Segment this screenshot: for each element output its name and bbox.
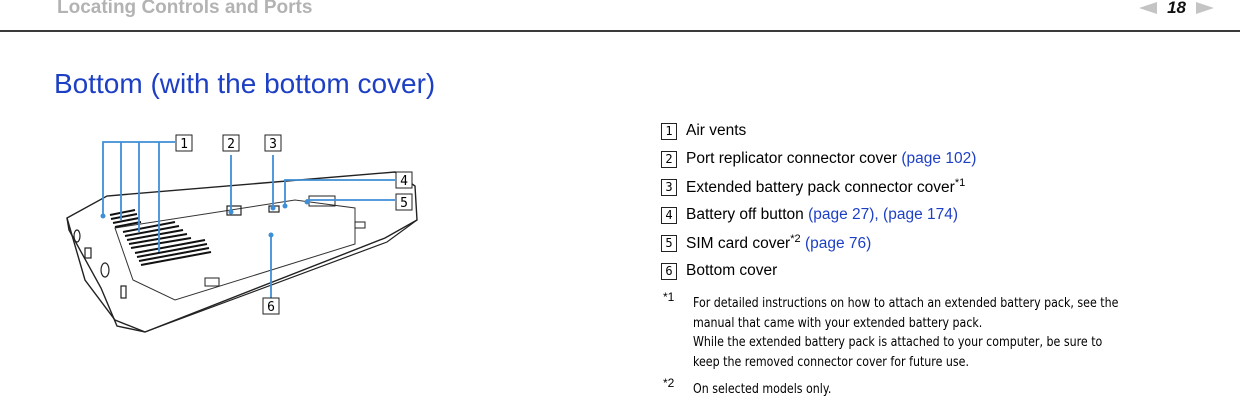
figure-callout-2: 2	[227, 137, 235, 152]
callout-dot	[269, 233, 274, 238]
callout-item-port-replicator	[661, 145, 976, 173]
callout-dot	[271, 206, 276, 211]
section-heading: Bottom (with the bottom cover)	[54, 68, 436, 99]
footnote-mark: *2	[663, 376, 675, 390]
figure-callout-1: 1	[180, 137, 188, 152]
callout-dot	[305, 200, 310, 205]
footnote-text	[693, 294, 1212, 372]
callout-dot	[229, 210, 234, 215]
callout-number: 1	[661, 123, 677, 140]
header-title: Locating Controls and Ports	[57, 0, 313, 18]
footnote-ref: *2	[790, 232, 801, 245]
footnote-line: On selected models only.	[693, 382, 832, 397]
footnote-line: keep the removed connector cover for future use.	[693, 354, 969, 370]
footnote-text	[693, 380, 1212, 400]
callout-dot	[101, 214, 106, 219]
callout-number: 2	[661, 151, 677, 168]
callout-dot	[283, 204, 288, 209]
header-divider	[0, 30, 1240, 32]
callout-label: SIM card cover	[686, 235, 791, 253]
page-number: 18	[1167, 0, 1186, 17]
page-link[interactable]: (page 27), (page 174)	[808, 206, 959, 223]
figure-callout-box-6	[263, 298, 279, 315]
laptop-base-outline	[67, 172, 417, 332]
footnote-line: While the extended battery pack is attached to your computer, be sure to	[693, 335, 1103, 350]
figure-callout-box-3	[265, 135, 281, 152]
callout-number: 5	[661, 235, 677, 252]
callout-number: 6	[661, 263, 677, 280]
callout-number: 3	[661, 179, 677, 196]
figure-callout-box-1	[176, 135, 192, 152]
laptop-bottom-illustration	[55, 120, 435, 335]
callout-number: 4	[661, 207, 677, 224]
callout-item-bottom-cover	[661, 257, 976, 285]
footnote-line: For detailed instructions on how to attach an extended battery pack, see the	[693, 296, 1119, 311]
figure-callout-3: 3	[269, 137, 277, 152]
footnote-mark: *1	[663, 290, 675, 304]
callout-label: Battery off button	[686, 206, 804, 223]
next-page-arrow-icon[interactable]	[1196, 2, 1214, 14]
callout-item-battery-off-button	[661, 201, 976, 229]
figure-callout-box-2	[223, 135, 239, 152]
figure-callout-6: 6	[267, 300, 275, 315]
callout-item-extended-battery-connector	[661, 173, 976, 201]
page-link[interactable]: (page 76)	[804, 235, 872, 253]
page-link[interactable]: (page 102)	[901, 150, 977, 167]
callout-label: Extended battery pack connector cover	[686, 179, 955, 197]
callout-list	[661, 117, 976, 285]
figure-callout-4: 4	[400, 174, 408, 189]
footnote-line: manual that came with your extended battery pack.	[693, 315, 983, 331]
callout-label: Port replicator connector cover	[686, 150, 898, 167]
footnote-ref: *1	[954, 176, 966, 189]
previous-page-arrow-icon[interactable]	[1139, 2, 1157, 14]
callout-label: Air vents	[686, 122, 747, 139]
page-navigation	[1139, 0, 1214, 20]
callout-label: Bottom cover	[686, 262, 778, 279]
figure-callout-box-4	[396, 172, 412, 189]
callout-item-sim-card-cover	[661, 229, 976, 257]
figure-callout-5: 5	[400, 196, 408, 211]
callout-item-air-vents	[661, 117, 976, 145]
figure-callout-box-5	[396, 194, 412, 211]
